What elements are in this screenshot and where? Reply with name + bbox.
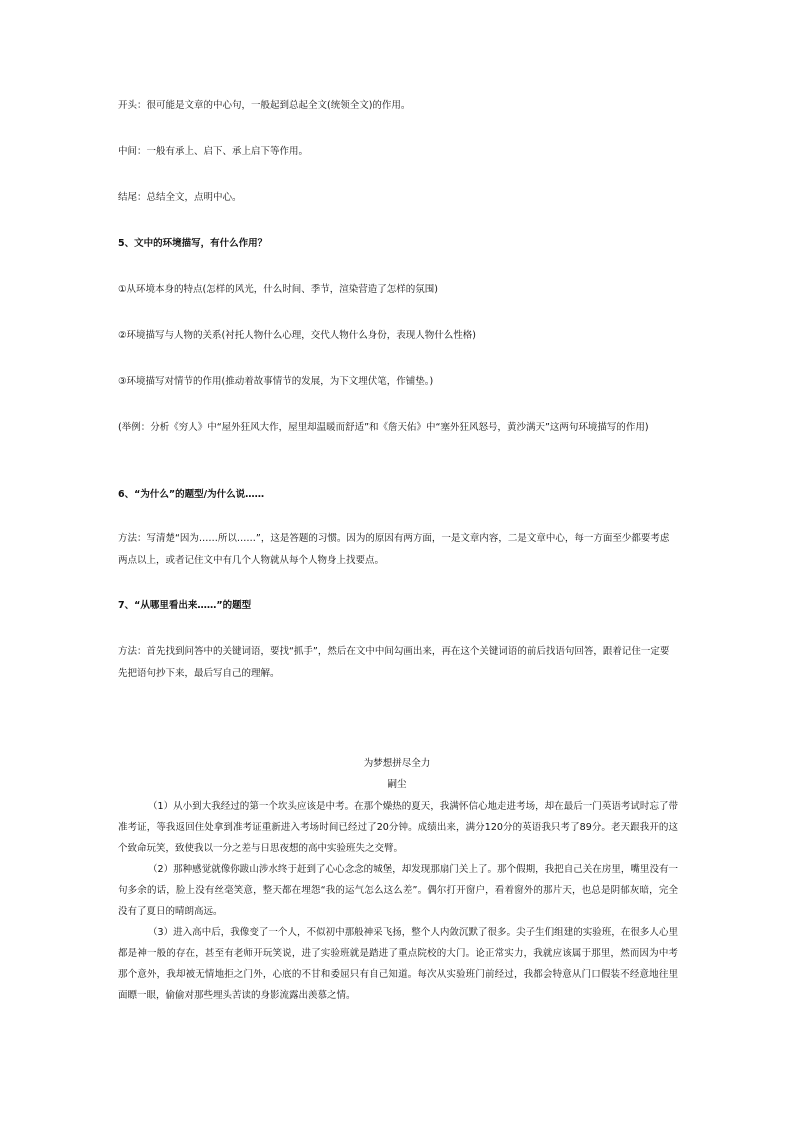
heading-5: 5、文中的环境描写，有什么作用？ <box>118 238 268 249</box>
note-middle: 中间：一般有承上、启下、承上启下等作用。 <box>118 146 309 157</box>
note-opening: 开头：很可能是文章的中心句，一般起到总起全文(统领全文)的作用。 <box>118 100 411 111</box>
essay-author: 嗣尘 <box>387 779 407 790</box>
note-ending: 结尾：总结全文，点明中心。 <box>118 192 242 203</box>
method-7: 方法：首先找到问答中的关键词语，要找“抓手”，然后在文中中间勾画出来，再在这个关键词语的前后找语句回答，跟着记住一定要先把语句抄下来，最后写自己的理解。 <box>118 646 670 679</box>
item-2: ②环境描写与人物的关系(衬托人物什么心理，交代人物什么身份，表现人物什么性格) <box>118 330 476 341</box>
essay-body <box>118 796 678 1006</box>
example-note: (举例：分析《穷人》中“屋外狂风大作，屋里却温暖而舒适”和《詹天佑》中“塞外狂风怒号，黄沙满天”这两句环境描写的作用) <box>118 422 649 433</box>
essay-title: 为梦想拼尽全力 <box>363 758 431 769</box>
method-6: 方法：写清楚“因为……所以……”，这是答题的习惯。因为的原因有两方面，一是文章内容，二是文章中心，每一方面至少都要考虑两点以上，或者记住文中有几个人物就从每个人物身上找要点。 <box>118 533 670 566</box>
heading-7: 7、“从哪里看出来……”的题型 <box>118 600 252 611</box>
essay-paragraph-3: （3）进入高中后，我像变了一个人，不似初中那般神采飞扬，整个人内敛沉默了很多。尖子生们组建的实验班，在很多人心里都是神一般的存在，甚至有老师开玩笑说，进了实验班就是踏进了重点院校的大门。论正常实力，我就应该属于那里，然而因为中考那个意外，我却被无情地拒之门外，心底的不甘和委屈只有自己知道。每次从实验班门前经过，我都会特意从门口假装不经意地往里面瞟一眼，偷偷对那些埋头苦读的身影流露出羡慕之情。 <box>118 927 678 1001</box>
item-1: ①从环境本身的特点(怎样的风光，什么时间、季节，渲染营造了怎样的氛围) <box>118 284 438 295</box>
essay-paragraph-1: （1）从小到大我经过的第一个坎头应该是中考。在那个燥热的夏天，我满怀信心地走进考场，却在最后一门英语考试时忘了带准考证，等我返回住处拿到准考证重新进入考场时间已经过了20分钟。成绩出来，满分120分的英语我只考了89分。老天跟我开的这个致命玩笑，致使我以一分之差与日思夜想的高中实验班失之交臂。 <box>118 801 678 854</box>
essay-paragraph-2: （2）那种感觉就像你跋山涉水终于赶到了心心念念的城堡，却发现那扇门关上了。那个假期，我把自己关在房里，嘴里没有一句多余的话，脸上没有丝毫笑意，整天都在埋怨“我的运气怎么这么差”。偶尔打开窗户，看着窗外的那片天，也总是阴郁灰暗，完全没有了夏日的晴朗高远。 <box>118 864 678 917</box>
heading-6: 6、“为什么”的题型/为什么说…… <box>118 489 265 500</box>
item-3: ③环境描写对情节的作用(推动着故事情节的发展，为下文埋伏笔，作铺垫。) <box>118 376 434 387</box>
